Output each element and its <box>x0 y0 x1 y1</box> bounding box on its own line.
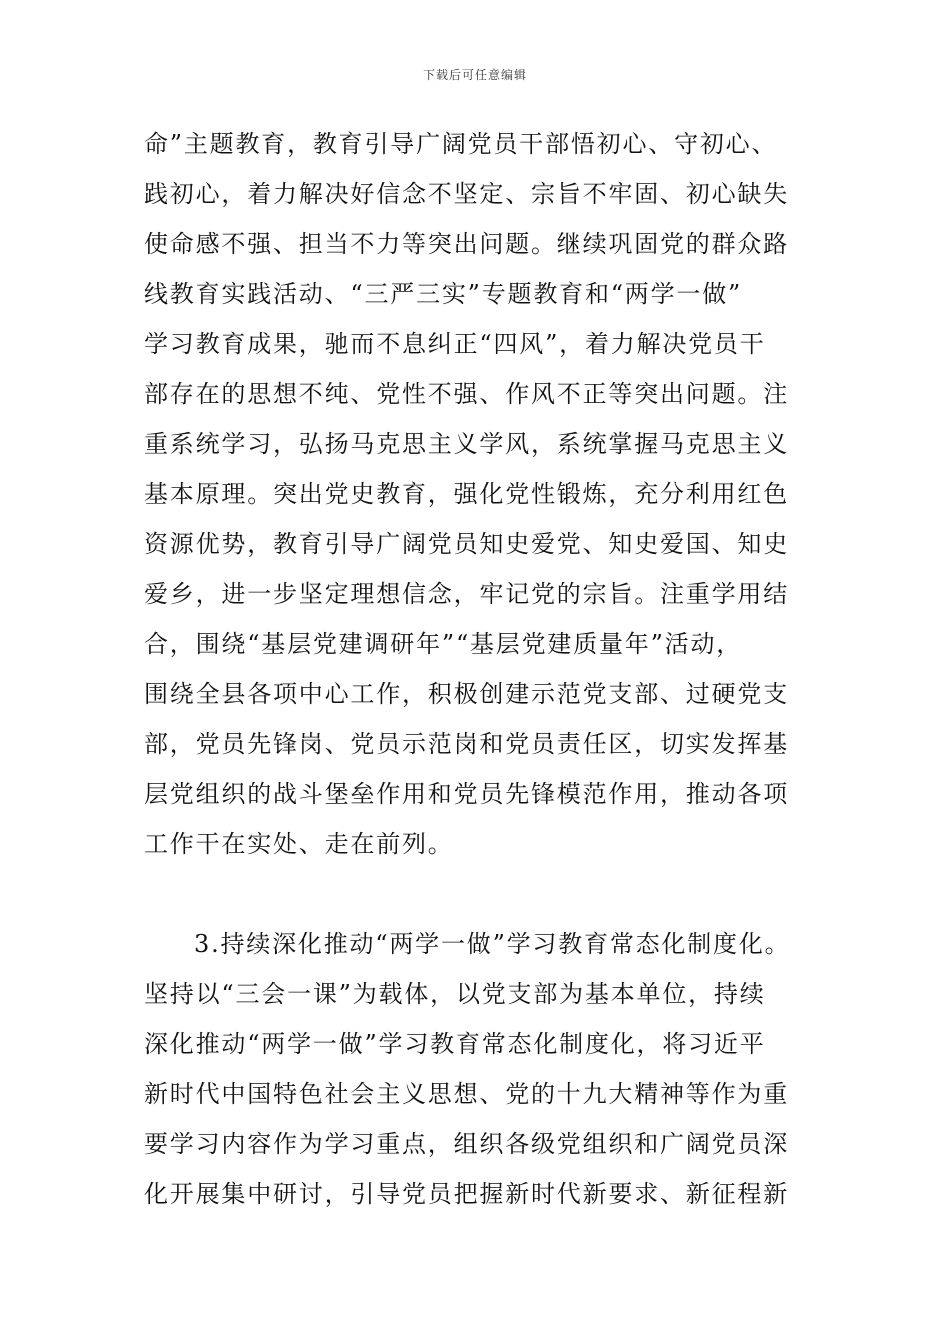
text-line: 合，围绕“基层党建调研年”“基层党建质量年”活动， <box>144 630 743 658</box>
text-line: 部存在的思想不纯、党性不强、作风不正等突出问题。注 <box>144 380 789 408</box>
text-line: 命”主题教育，教育引导广阔党员干部悟初心、守初心、 <box>144 130 778 158</box>
text-line: 资源优势，教育引导广阔党员知史爱党、知史爱国、知史 <box>144 530 789 558</box>
text-line: 深化推动“两学一做”学习教育常态化制度化，将习近平 <box>144 1030 766 1058</box>
text-line: 学习教育成果，驰而不息纠正“四风”，着力解决党员干 <box>144 330 766 358</box>
section-heading-line: 3.持续深化推动“两学一做”学习教育常态化制度化。 <box>194 930 791 958</box>
body-paragraph-2 <box>144 919 864 1219</box>
text-line: 重系统学习，弘扬马克思主义学风，系统掌握马克思主义 <box>144 430 789 458</box>
text-line: 新时代中国特色社会主义思想、党的十九大精神等作为重 <box>144 1080 789 1108</box>
text-line: 部，党员先锋岗、党员示范岗和党员责任区，切实发挥基 <box>144 730 789 758</box>
text-line: 使命感不强、担当不力等突出问题。继续巩固党的群众路 <box>144 230 789 258</box>
text-line: 层党组织的战斗堡垒作用和党员先锋模范作用，推动各项 <box>144 780 789 808</box>
text-line: 工作干在实处、走在前列。 <box>144 830 454 858</box>
page-header-note: 下载后可任意编辑 <box>422 68 527 82</box>
text-line: 要学习内容作为学习重点，组织各级党组织和广阔党员深 <box>144 1130 789 1158</box>
body-paragraph-1 <box>144 119 864 869</box>
text-line: 线教育实践活动、“三严三实”专题教育和“两学一做” <box>144 280 743 308</box>
text-line: 坚持以“三会一课”为载体，以党支部为基本单位，持续 <box>144 980 766 1008</box>
text-line: 爱乡，进一步坚定理想信念，牢记党的宗旨。注重学用结 <box>144 580 789 608</box>
text-line: 化开展集中研讨，引导党员把握新时代新要求、新征程新 <box>144 1180 789 1208</box>
text-line: 围绕全县各项中心工作，积极创建示范党支部、过硬党支 <box>144 680 789 708</box>
text-line: 基本原理。突出党史教育，强化党性锻炼，充分利用红色 <box>144 480 789 508</box>
text-line: 践初心，着力解决好信念不坚定、宗旨不牢固、初心缺失 <box>144 180 789 208</box>
